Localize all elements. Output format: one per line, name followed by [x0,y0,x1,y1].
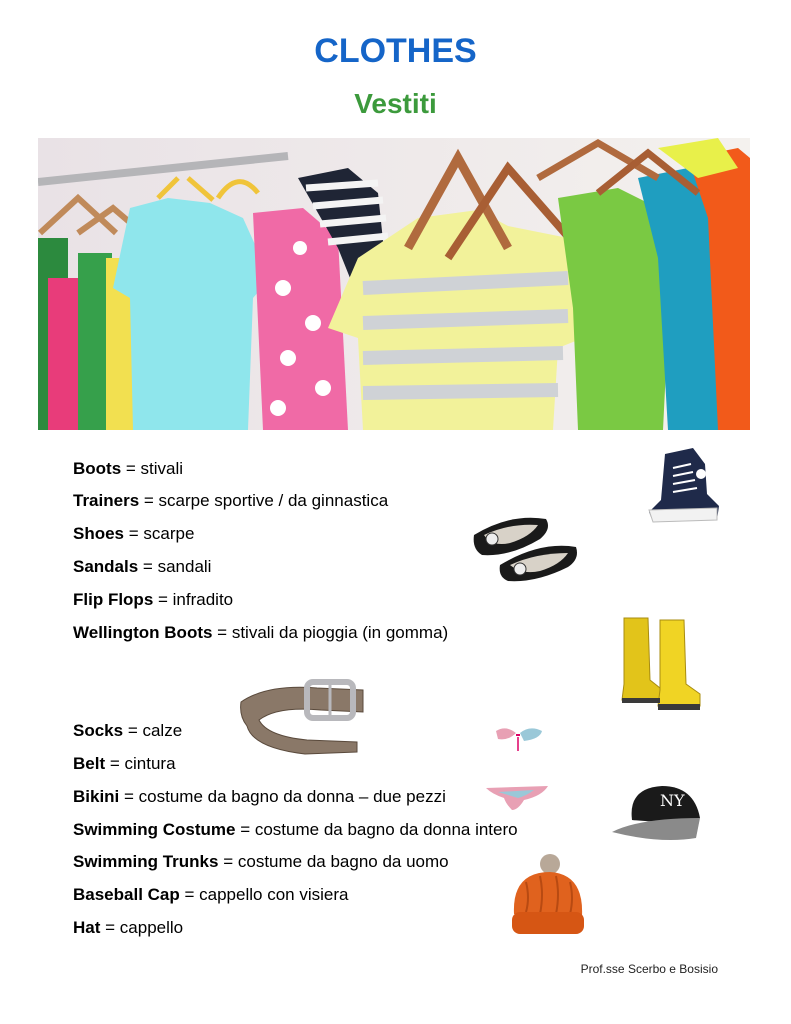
vocab-item-trainers: Trainers = scarpe sportive / da ginnastica [73,491,389,510]
beanie-hat-icon [506,852,586,947]
vocab-item-swimming-costume: Swimming Costume = costume da bagno da donna intero [73,820,518,839]
vocab-item-boots: Boots = stivali [73,459,184,478]
vocab-item-hat: Hat = cappello [73,918,184,937]
clothes-rack-photo [38,138,750,430]
page-subtitle: Vestiti [354,88,437,119]
vocab-item-flip-flops: Flip Flops = infradito [73,590,234,609]
bikini-bottom-icon [484,782,550,819]
wellington-boots-icon [620,614,702,717]
vocab-item-sandals: Sandals = sandali [73,557,212,576]
vocab-item-wellington-boots: Wellington Boots = stivali da pioggia (in gomma) [73,623,449,642]
ballet-flats-icon [470,505,582,590]
vocab-item-bikini: Bikini = costume da bagno da donna – due pezzi [73,787,446,806]
vocab-item-shoes: Shoes = scarpe [73,524,195,543]
vocab-item-socks: Socks = calze [73,721,183,740]
vocab-item-baseball-cap: Baseball Cap = cappello con visiera [73,885,349,904]
vocab-item-belt: Belt = cintura [73,754,176,773]
vocab-item-swimming-trunks: Swimming Trunks = costume da bagno da uomo [73,852,449,871]
svg-text:NY: NY [660,791,685,810]
bikini-top-icon [494,723,544,758]
belt-icon [237,676,367,761]
baseball-cap-icon [610,782,704,851]
page-title: CLOTHES [314,32,477,70]
footer-credit: Prof.sse Scerbo e Bosisio [580,962,718,976]
sneaker-icon [645,444,723,533]
